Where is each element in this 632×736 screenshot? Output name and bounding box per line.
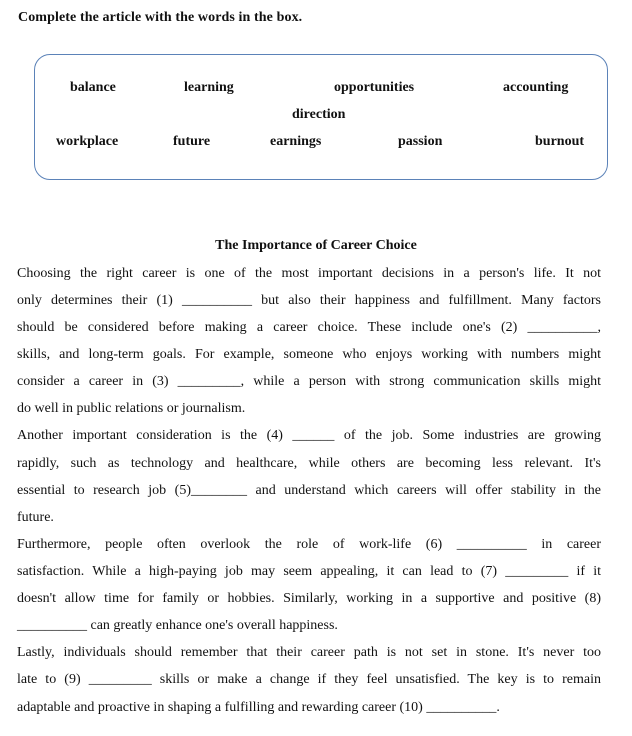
article-line: do well in public relations or journalism. xyxy=(17,401,246,416)
article-line: essential to research job (5)________ and understand which careers will offer stability in the xyxy=(17,483,601,498)
article-line: Lastly, individuals should remember that their career path is not set in stone. It's never too xyxy=(17,645,601,660)
article-line: Choosing the right career is one of the most important decisions in a person's life. It not xyxy=(17,266,601,281)
word-passion: passion xyxy=(398,134,443,149)
word-opportunities: opportunities xyxy=(334,80,415,95)
article-line: __________ can greatly enhance one's overall happiness. xyxy=(17,618,338,633)
article-line: skills, and long-term goals. For example, someone who enjoys working with numbers might xyxy=(17,347,601,362)
word-workplace: workplace xyxy=(56,134,119,149)
article-line: only determines their (1) __________ but also their happiness and fulfillment. Many factors xyxy=(17,293,601,308)
word-burnout: burnout xyxy=(535,134,585,149)
article-line: future. xyxy=(17,510,54,525)
article-line: rapidly, such as technology and healthcare, while others are becoming less relevant. It's xyxy=(17,456,601,471)
article-line: late to (9) _________ skills or make a change if they feel unsatisfied. The key is to remain xyxy=(17,672,601,687)
word-accounting: accounting xyxy=(503,80,569,95)
article-line: Another important consideration is the (4) ______ of the job. Some industries are growing xyxy=(17,428,601,443)
article-line: consider a career in (3) _________, while a person with strong communication skills might xyxy=(17,374,601,389)
article-line: satisfaction. While a high-paying job may seem appealing, it can lead to (7) _________ if it xyxy=(17,564,601,579)
article-line: should be considered before making a career choice. These include one's (2) __________, xyxy=(17,320,601,335)
word-balance: balance xyxy=(70,80,116,95)
instruction-text: Complete the article with the words in the box. xyxy=(18,10,303,25)
word-earnings: earnings xyxy=(270,134,322,149)
article-line: adaptable and proactive in shaping a fulfilling and rewarding career (10) __________. xyxy=(17,700,500,715)
word-future: future xyxy=(173,134,211,149)
article-line: Furthermore, people often overlook the role of work-life (6) __________ in career xyxy=(17,537,601,552)
word-learning: learning xyxy=(184,80,234,95)
article-line: doesn't allow time for family or hobbies. Similarly, working in a supportive and positive (8) xyxy=(17,591,601,606)
word-direction: direction xyxy=(292,107,346,122)
article-title: The Importance of Career Choice xyxy=(215,238,417,253)
